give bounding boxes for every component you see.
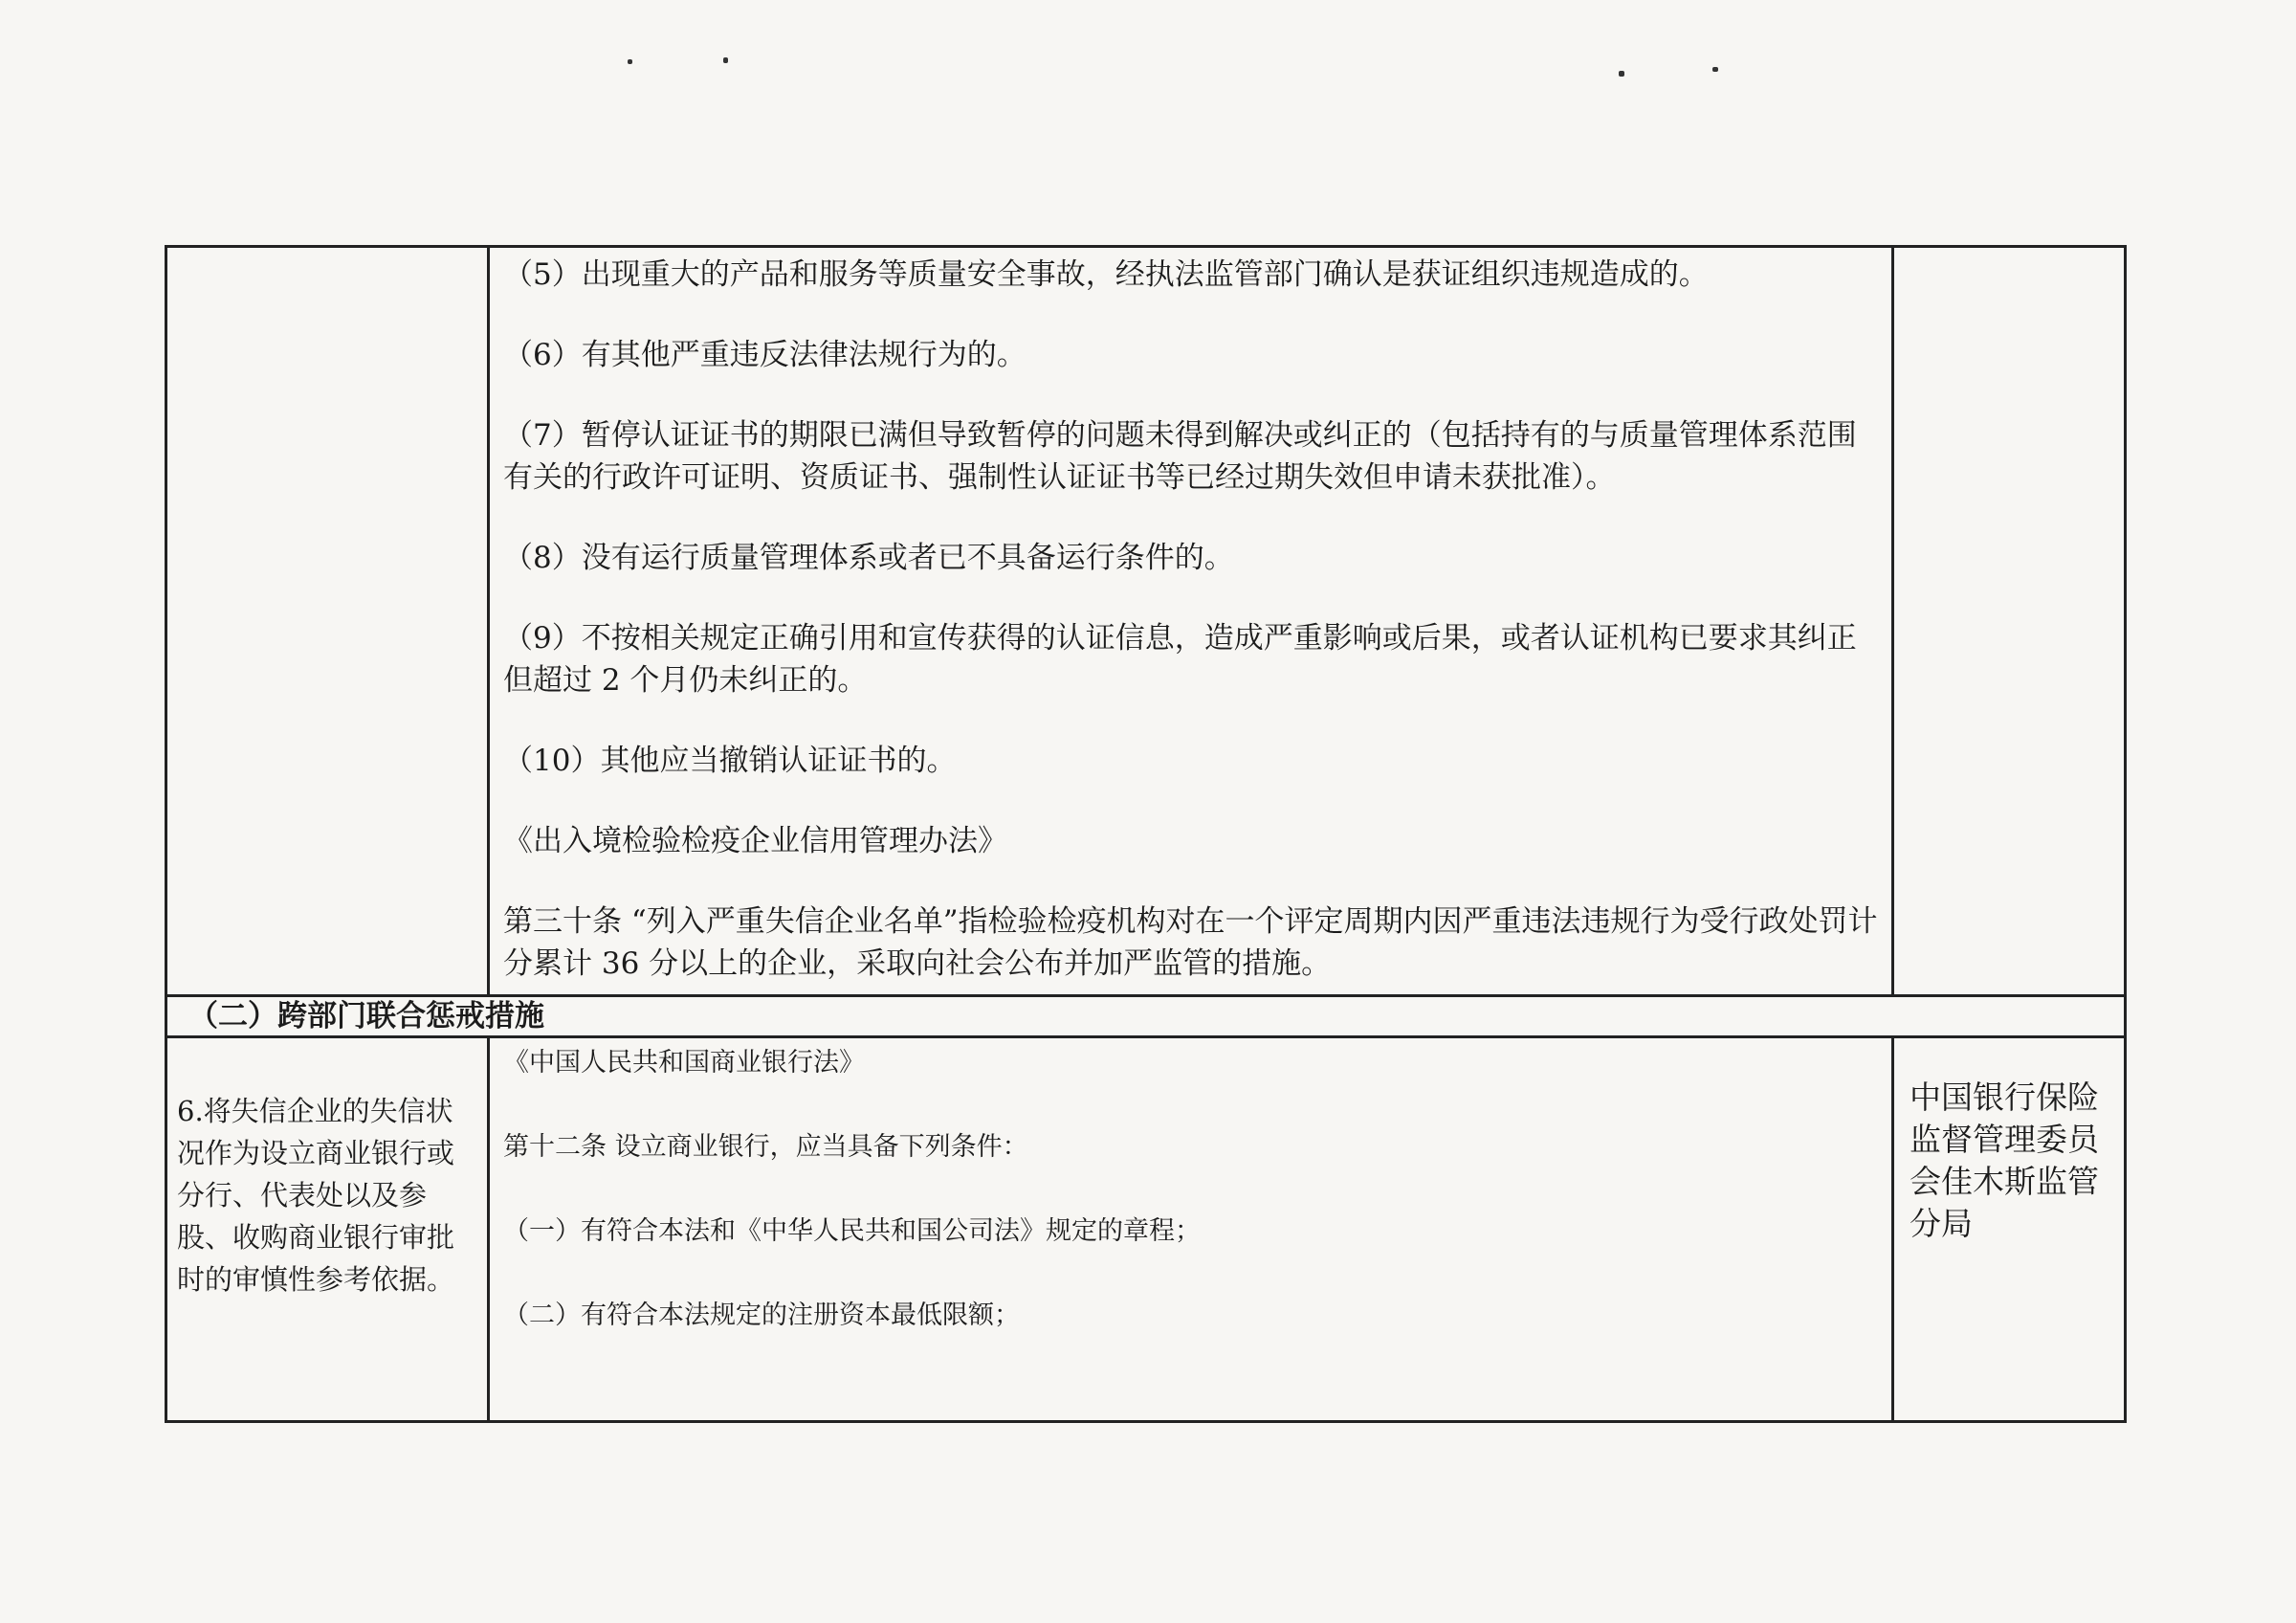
clause-item: （9）不按相关规定正确引用和宣传获得的认证信息，造成严重影响或后果，或者认证机构已要求其纠正但超过 2 个月仍未纠正的。 [503,621,1857,698]
clause-item: （一）有符合本法和《中华人民共和国公司法》规定的章程； [503,1216,1201,1246]
scan-speck [628,59,632,64]
department-cell-empty [1893,247,2126,996]
regulation-title: 《出入境检验检疫企业信用管理办法》 [503,824,1007,858]
table-row [166,247,2126,996]
scan-speck [1712,67,1718,72]
legal-basis-cell [489,247,1893,996]
article-text: 第三十条 “列入严重失信企业名单”指检验检疫机构对在一个评定周期内因严重违法违规行为受行政处罚计分累计 36 分以上的企业，采取向社会公布并加严监管的措施。 [503,904,1878,981]
table-row [166,1037,2126,1422]
clause-item: （5）出现重大的产品和服务等质量安全事故，经执法监管部门确认是获证组织违规造成的。 [503,257,1709,292]
clause-item: （7）暂停认证证书的期限已满但导致暂停的问题未得到解决或纠正的（包括持有的与质量管理体系范围有关的行政许可证明、资质证书、强制性认证证书等已经过期失效但申请未获批准）。 [503,418,1857,495]
measures-table [165,245,2127,1423]
responsible-department: 中国银行保险监督管理委员会佳木斯监管分局 [1893,1037,2126,1422]
scan-speck [1619,71,1624,77]
clause-item: （二）有符合本法规定的注册资本最低限额； [503,1301,1020,1330]
clause-item: （6）有其他严重违反法律法规行为的。 [503,338,1027,372]
law-title: 《中国人民共和国商业银行法》 [503,1048,865,1078]
measure-description: 6.将失信企业的失信状况作为设立商业银行或分行、代表处以及参股、收购商业银行审批时的审慎性参考依据。 [166,1037,489,1422]
table-row [166,996,2126,1037]
scan-speck [723,57,728,63]
clause-item: （8）没有运行质量管理体系或者已不具备运行条件的。 [503,541,1234,575]
section-heading: （二）跨部门联合惩戒措施 [166,996,2126,1037]
clause-item: （10）其他应当撤销认证证书的。 [503,744,957,778]
article-text: 第十二条 设立商业银行，应当具备下列条件： [503,1132,1028,1162]
legal-basis-cell [489,1037,1893,1422]
measure-cell-empty [166,247,489,996]
